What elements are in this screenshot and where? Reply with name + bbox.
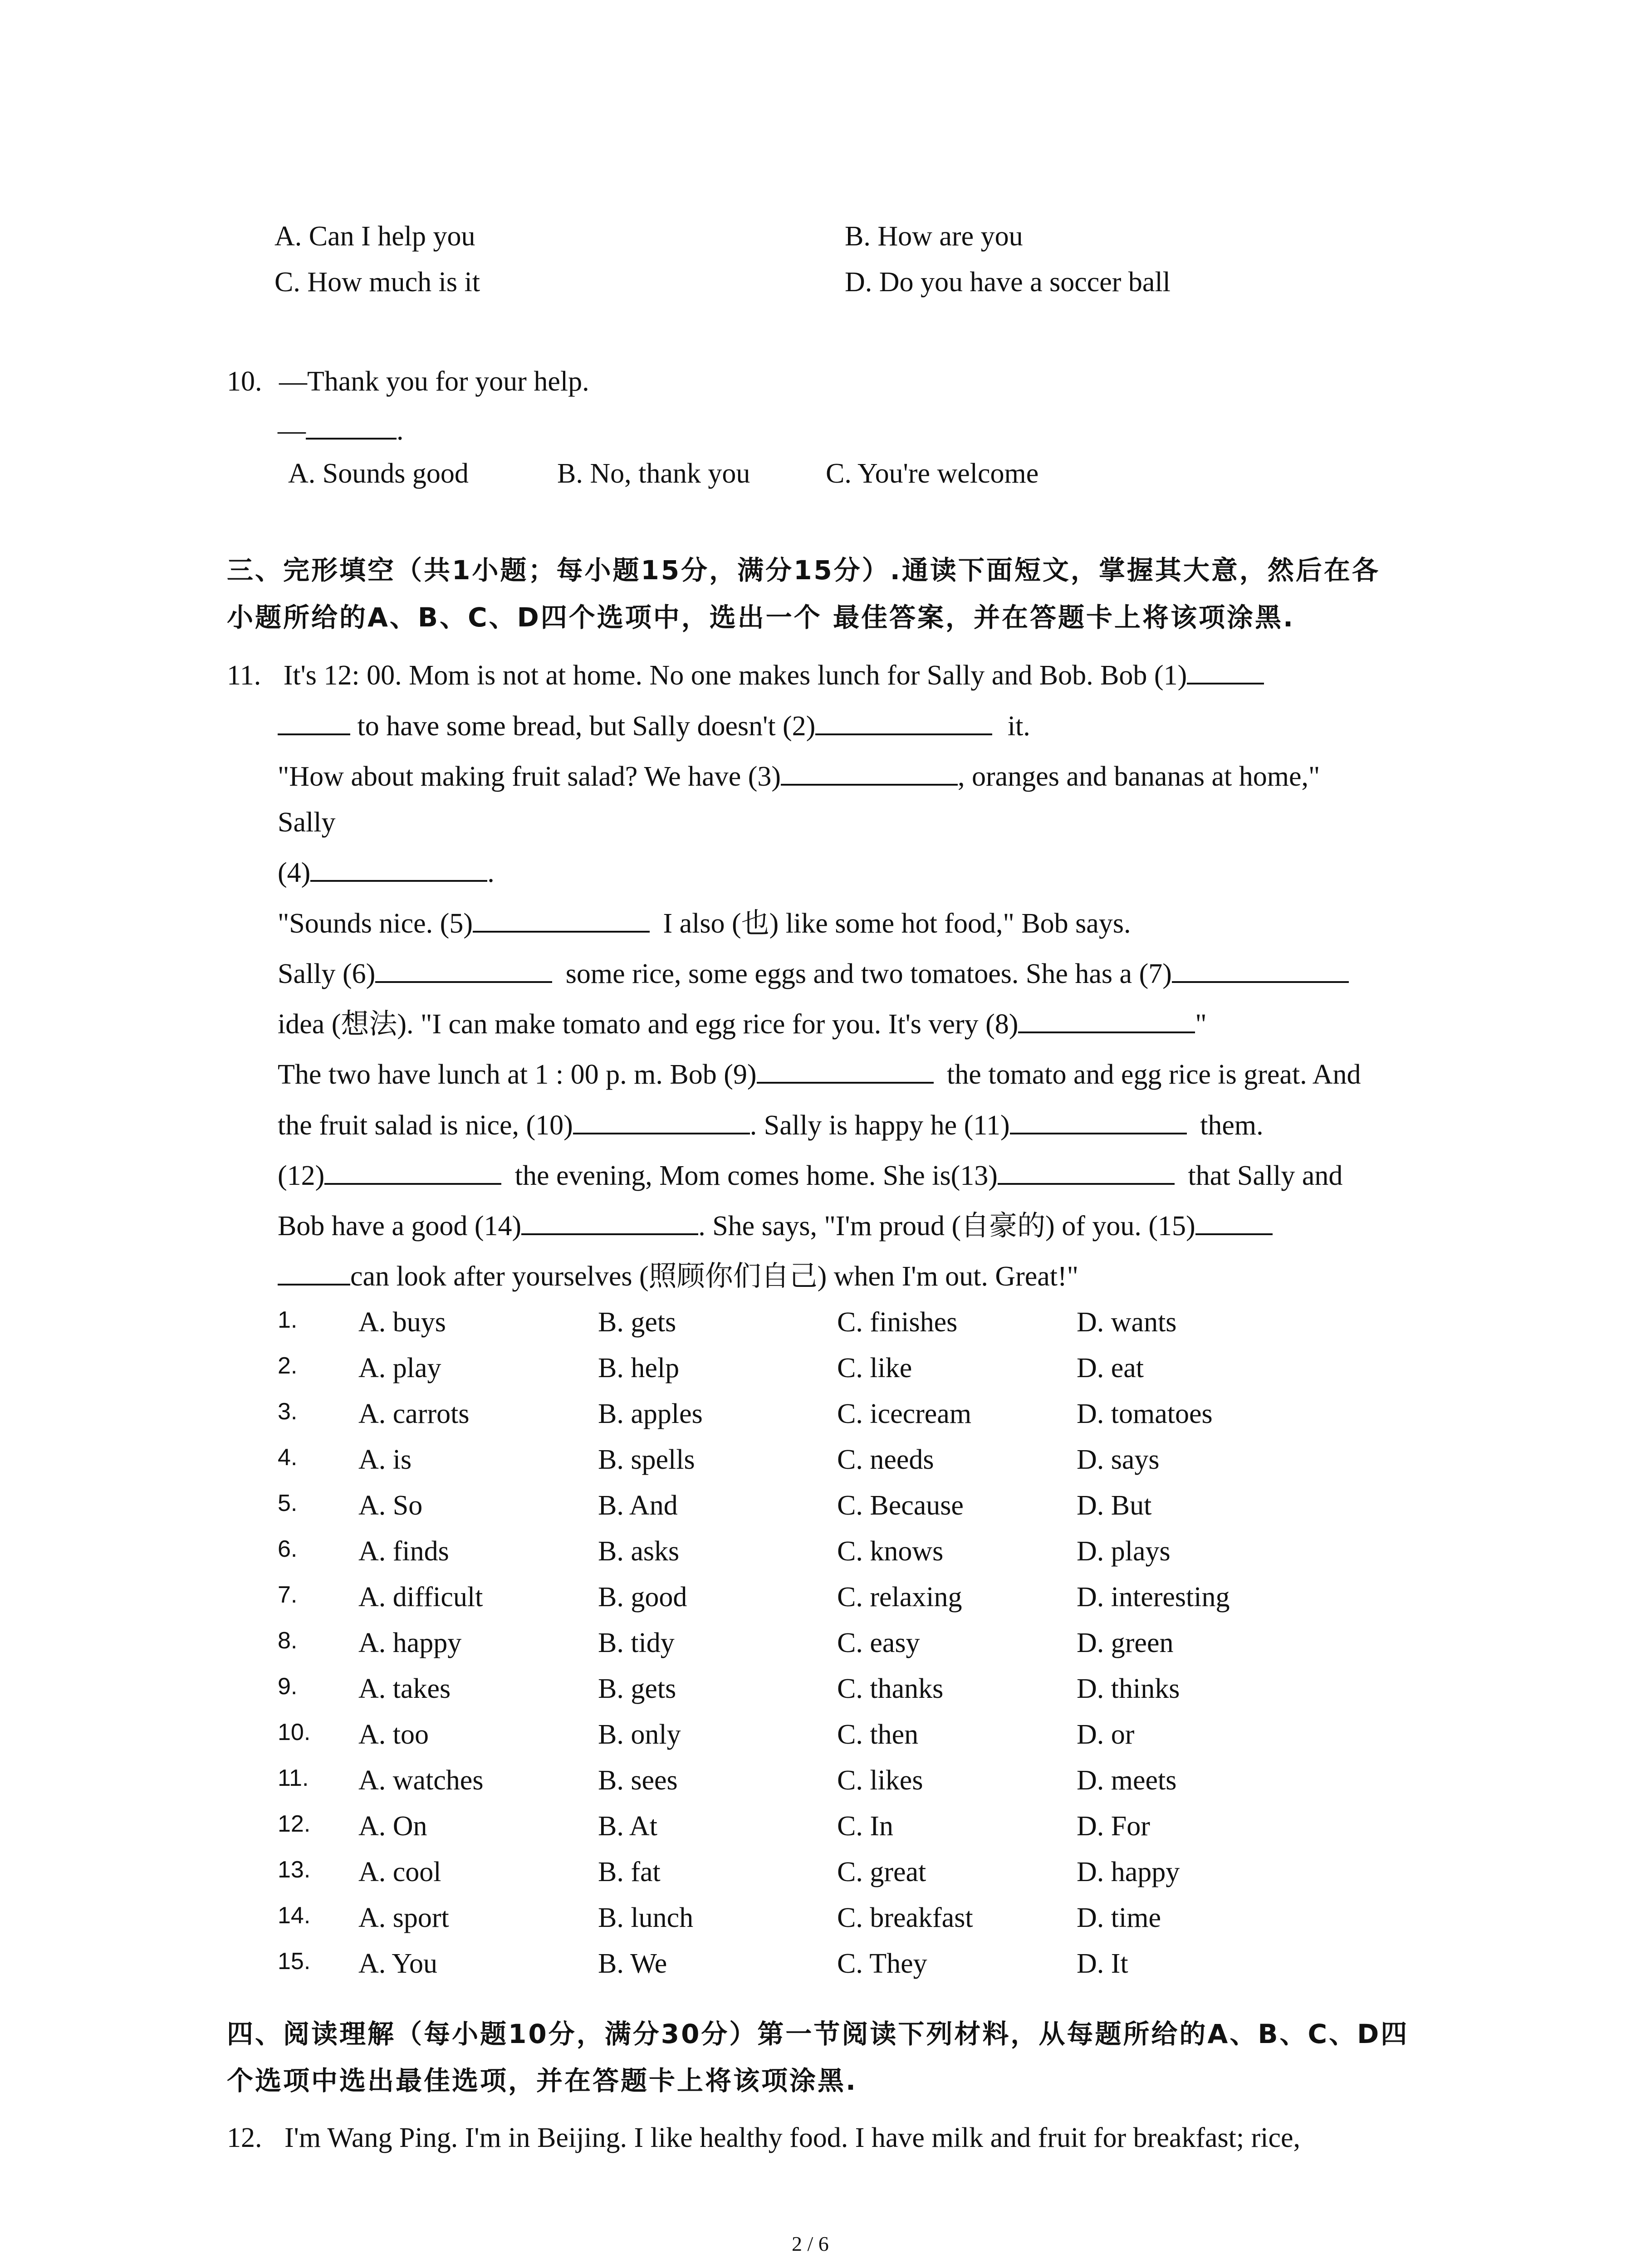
option-b: B. And — [598, 1490, 678, 1521]
option-d: D. For — [1077, 1811, 1150, 1842]
question-number: 11. — [227, 660, 261, 691]
passage-line-1: 11. It's 12: 00. Mom is not at home. No one makes lunch for Sally and Bob. Bob (1) — [227, 661, 1264, 689]
option-d: D. wants — [1077, 1307, 1177, 1338]
option-d: D. says — [1077, 1444, 1160, 1475]
blank-15-cont — [278, 1263, 350, 1286]
blank-3 — [781, 763, 958, 786]
option-c: C. easy — [837, 1628, 920, 1658]
option-b: B. fat — [598, 1857, 661, 1887]
option-d: D. green — [1077, 1628, 1174, 1658]
option-c: C. great — [837, 1857, 926, 1887]
q9-option-a: A. Can I help you — [274, 221, 475, 252]
option-row-number: 1. — [278, 1307, 298, 1333]
page-number: 2 / 6 — [792, 2232, 829, 2255]
question-number: 10. — [227, 366, 262, 397]
option-b: B. At — [598, 1811, 657, 1842]
blank-11 — [1010, 1112, 1187, 1134]
option-row-number: 12. — [278, 1811, 311, 1837]
option-row-number: 2. — [278, 1353, 298, 1379]
section4-heading-line1: 四、阅读理解（每小题10分，满分30分）第一节阅读下列材料，从每题所给的A、B、C、D四 — [227, 2019, 1409, 2049]
option-b: B. We — [598, 1948, 667, 1979]
passage-line-6: "Sounds nice. (5) I also (也) like some hot food," Bob says. — [278, 908, 1131, 939]
option-d: D. eat — [1077, 1353, 1144, 1383]
option-d: D. But — [1077, 1490, 1152, 1521]
option-row-number: 4. — [278, 1444, 298, 1471]
blank-15 — [1195, 1212, 1273, 1235]
option-a: A. You — [358, 1948, 438, 1979]
blank-12 — [324, 1162, 501, 1185]
option-c: C. They — [837, 1948, 927, 1979]
option-a: A. carrots — [358, 1398, 470, 1429]
section3-heading-line1: 三、完形填空（共1小题；每小题15分，满分15分）.通读下面短文，掌握其大意，然后在各 — [227, 555, 1380, 586]
option-row-number: 15. — [278, 1948, 311, 1975]
question-text: I'm Wang Ping. I'm in Beijing. I like healthy food. I have milk and fruit for breakfast; rice, — [284, 2122, 1301, 2153]
passage-line-11: (12) the evening, Mom comes home. She is(13) that Sally and — [278, 1160, 1343, 1191]
passage-line-10: the fruit salad is nice, (10) . Sally is happy he (11) them. — [278, 1110, 1264, 1141]
blank-7 — [1172, 960, 1349, 983]
passage-line-13: can look after yourselves (照顾你们自己) when I'm out. Great!" — [278, 1262, 1078, 1290]
blank-1 — [1187, 662, 1264, 684]
q10-option-c: C. You're welcome — [826, 458, 1039, 489]
q9-option-d: D. Do you have a soccer ball — [845, 267, 1171, 298]
option-b: B. spells — [598, 1444, 695, 1475]
q10-option-b: B. No, thank you — [557, 458, 750, 489]
option-c: C. like — [837, 1353, 912, 1383]
option-row-number: 10. — [278, 1719, 311, 1745]
q10-answer-line: — . — [278, 415, 404, 446]
option-c: C. relaxing — [837, 1582, 962, 1613]
blank-6 — [375, 960, 552, 983]
option-row-number: 9. — [278, 1673, 298, 1700]
option-d: D. interesting — [1077, 1582, 1230, 1613]
blank-9 — [757, 1061, 934, 1084]
option-c: C. breakfast — [837, 1902, 973, 1933]
option-a: A. difficult — [358, 1582, 483, 1613]
q12-line — [227, 2124, 1300, 2152]
option-a: A. On — [358, 1811, 427, 1842]
section3-heading-line2: 小题所给的A、B、C、D四个选项中，选出一个 最佳答案，并在答题卡上将该项涂黑. — [227, 602, 1295, 633]
blank-4 — [310, 859, 487, 882]
option-a: A. play — [358, 1353, 441, 1383]
option-d: D. tomatoes — [1077, 1398, 1213, 1429]
option-a: A. sport — [358, 1902, 449, 1933]
blank-13 — [998, 1162, 1175, 1185]
option-row-number: 5. — [278, 1490, 298, 1516]
passage-line-3: "How about making fruit salad? We have (3) , oranges and bananas at home," — [278, 761, 1320, 792]
option-c: C. needs — [837, 1444, 934, 1475]
option-a: A. takes — [358, 1673, 451, 1704]
blank-5 — [473, 910, 650, 933]
option-b: B. sees — [598, 1765, 678, 1796]
option-c: C. thanks — [837, 1673, 944, 1704]
option-a: A. is — [358, 1444, 412, 1475]
option-d: D. happy — [1077, 1857, 1180, 1887]
option-a: A. So — [358, 1490, 423, 1521]
option-d: D. or — [1077, 1719, 1135, 1750]
option-a: A. cool — [358, 1857, 441, 1887]
section4-heading-line2: 个选项中选出最佳选项，并在答题卡上将该项涂黑. — [227, 2065, 858, 2096]
blank-8 — [1018, 1011, 1195, 1033]
option-c: C. finishes — [837, 1307, 958, 1338]
q10-prompt — [227, 367, 589, 396]
passage-line-9: The two have lunch at 1 : 00 p. m. Bob (9) the tomato and egg rice is great. And — [278, 1059, 1361, 1090]
blank-10 — [573, 1112, 750, 1134]
option-b: B. help — [598, 1353, 680, 1383]
option-c: C. Because — [837, 1490, 964, 1521]
passage-line-4: Sally — [278, 807, 336, 838]
option-c: C. icecream — [837, 1398, 972, 1429]
passage-line-8: idea (想法). "I can make tomato and egg rice for you. It's very (8) " — [278, 1009, 1207, 1040]
passage-line-12: Bob have a good (14) . She says, "I'm proud (自豪的) of you. (15) — [278, 1212, 1273, 1240]
option-row-number: 6. — [278, 1536, 298, 1562]
passage-line-2: to have some bread, but Sally doesn't (2) it. — [278, 712, 1030, 740]
option-d: D. plays — [1077, 1536, 1171, 1567]
option-a: A. buys — [358, 1307, 446, 1338]
option-c: C. likes — [837, 1765, 923, 1796]
option-b: B. only — [598, 1719, 681, 1750]
option-row-number: 8. — [278, 1628, 298, 1654]
option-a: A. too — [358, 1719, 429, 1750]
option-c: C. In — [837, 1811, 893, 1842]
option-row-number: 14. — [278, 1902, 311, 1929]
option-b: B. good — [598, 1582, 687, 1613]
passage-line-5: (4) . — [278, 857, 495, 888]
option-d: D. meets — [1077, 1765, 1177, 1796]
blank-1-cont — [278, 713, 350, 735]
option-row-number: 7. — [278, 1582, 298, 1608]
option-b: B. apples — [598, 1398, 703, 1429]
question-text: —Thank you for your help. — [279, 366, 589, 397]
option-a: A. watches — [358, 1765, 484, 1796]
option-a: A. finds — [358, 1536, 449, 1567]
option-d: D. thinks — [1077, 1673, 1180, 1704]
answer-blank — [306, 417, 397, 440]
option-b: B. tidy — [598, 1628, 675, 1658]
passage-line-7: Sally (6) some rice, some eggs and two tomatoes. She has a (7) — [278, 960, 1349, 988]
option-b: B. asks — [598, 1536, 680, 1567]
option-d: D. It — [1077, 1948, 1128, 1979]
option-c: C. then — [837, 1719, 919, 1750]
option-d: D. time — [1077, 1902, 1161, 1933]
q9-option-b: B. How are you — [845, 221, 1023, 252]
q10-option-a: A. Sounds good — [288, 458, 469, 489]
question-number: 12. — [227, 2122, 262, 2153]
option-row-number: 3. — [278, 1398, 298, 1425]
option-a: A. happy — [358, 1628, 462, 1658]
option-row-number: 13. — [278, 1857, 311, 1883]
option-b: B. gets — [598, 1673, 676, 1704]
blank-2 — [815, 713, 992, 735]
option-c: C. knows — [837, 1536, 944, 1567]
q9-option-c: C. How much is it — [274, 267, 480, 298]
blank-14 — [521, 1212, 698, 1235]
option-row-number: 11. — [278, 1765, 309, 1791]
option-b: B. gets — [598, 1307, 676, 1338]
option-b: B. lunch — [598, 1902, 694, 1933]
